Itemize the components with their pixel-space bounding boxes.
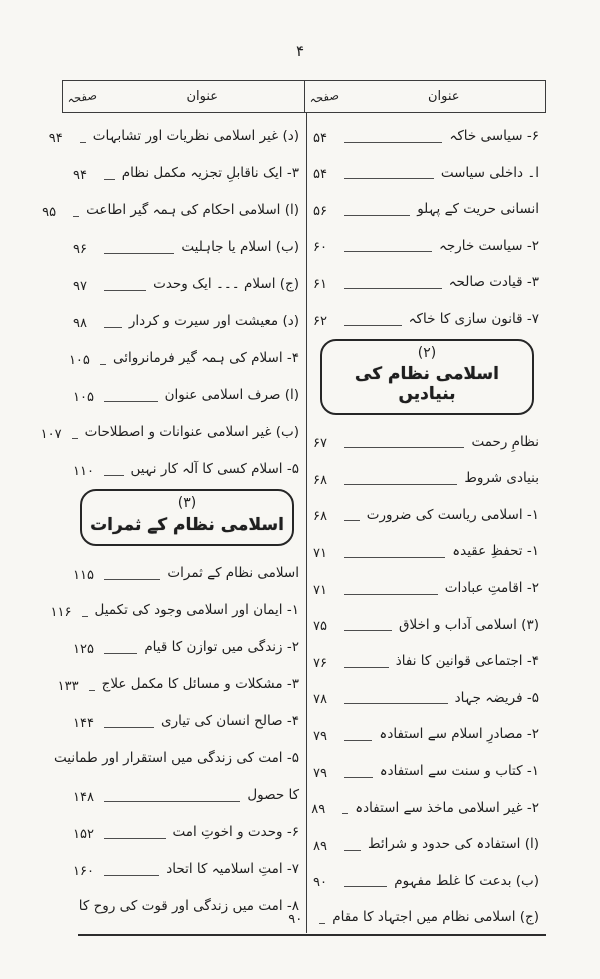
toc-entry-page: ۷۱ [313, 545, 327, 561]
toc-entry-page: ۱۱۵ [73, 568, 94, 583]
toc-entry [310, 457, 542, 494]
leader-line [344, 777, 373, 778]
toc-entry-title: ۴- اجتماعی قوانین کا نفاذ [395, 653, 539, 670]
toc-entry-page: ۹۵ [42, 205, 57, 220]
toc-entry [310, 225, 542, 262]
toc-entry-page: ۱۳۳ [57, 679, 79, 694]
toc-entry-title: ۱- اسلامی ریاست کی ضرورت [366, 506, 539, 523]
header-left-half [63, 81, 304, 112]
leader-line [344, 557, 445, 558]
toc-entry-title: (ب) بدعت کا غلط مفہوم [394, 872, 539, 889]
bottom-rule [78, 934, 546, 936]
toc-entry-title: (ج) اسلام ۔۔۔ ایک وحدت [153, 276, 299, 293]
toc-entry-page: ۱۶۰ [73, 864, 94, 879]
header-right-half [304, 81, 546, 112]
toc-entry-page: ۱۰۵ [68, 353, 90, 368]
toc-entry [70, 152, 302, 189]
toc-entry [57, 663, 302, 700]
toc-header [62, 80, 546, 113]
leader-line [344, 520, 360, 521]
toc-entry [310, 567, 542, 604]
leader-line [80, 142, 86, 143]
leader-line [344, 594, 438, 595]
toc-entry [70, 337, 302, 374]
leader-line [344, 447, 464, 448]
leader-line [104, 653, 137, 654]
leader-line [344, 703, 448, 704]
leader-line [104, 401, 158, 402]
toc-entry-page: ۱۰۵ [73, 390, 94, 405]
toc-entry [310, 787, 542, 824]
page-number: ۴ [295, 42, 305, 60]
toc-entry [54, 737, 302, 774]
toc-entry-page: ۹۷ [73, 279, 87, 294]
toc-entry-page: ۹۴ [73, 168, 87, 183]
section-number: (۳) [177, 495, 197, 511]
toc-entry [70, 848, 302, 885]
toc-entry-title: ۱- کتاب و سنت سے استفادہ [379, 762, 539, 779]
leader-line [344, 178, 434, 179]
toc-entry-title: ۱- تحفظِ عقیدہ [452, 543, 539, 560]
leader-line [104, 727, 154, 728]
toc-entry [310, 530, 542, 567]
toc-entry-title: ۱- ایمان اور اسلامی وجود کی تکمیل [94, 602, 299, 619]
toc-column-left [40, 113, 306, 933]
leader-line [104, 579, 160, 580]
leader-line [344, 886, 387, 887]
toc-entry-title: ۷- قانون سازی کا خاکہ [408, 311, 539, 328]
leader-line [344, 325, 402, 326]
toc-entry [70, 448, 302, 485]
toc-entry-page: ۷۹ [313, 728, 327, 744]
header-page-label: صفحہ [307, 87, 340, 106]
leader-line [72, 438, 78, 439]
toc-entry-title: (ا) صرف اسلامی عنوان [164, 387, 299, 404]
toc-entry-page: ۶۰ [313, 240, 327, 256]
toc-entry [310, 261, 542, 298]
toc-entry-title: (د) معیشت اور سیرت و کردار [128, 313, 299, 330]
toc-entry-page: ۷۹ [313, 765, 327, 781]
leader-line [344, 142, 442, 143]
toc-entry-title: بنیادی شروط [464, 470, 539, 487]
toc-entry-title: ا۔ داخلی سیاست [440, 164, 539, 181]
toc-entry-title: ۲- اقامتِ عبادات [444, 580, 539, 597]
toc-entry-page: ۶۱ [313, 276, 327, 292]
toc-entry-page: ۸۹ [313, 838, 327, 854]
toc-entry-title: ۵- امت کی زندگی میں استقرار اور طمانیت [54, 750, 299, 767]
toc-entry-title: ۷- امتِ اسلامیہ کا اتحاد [166, 861, 299, 878]
leader-line [344, 850, 361, 851]
leader-line [73, 216, 79, 217]
toc-entry-page: ۱۴۸ [73, 790, 94, 805]
toc-entry [310, 152, 542, 189]
toc-entry-page: ۶۷ [313, 436, 327, 452]
toc-entry-title: ۲- زندگی میں توازن کا قیام [144, 639, 299, 656]
leader-line [344, 251, 432, 252]
toc-entry-title: ۴- اسلام کی ہمہ گیر فرمانروائی [112, 350, 299, 367]
toc-entry [70, 774, 302, 811]
section-box [320, 339, 534, 415]
section-box [80, 489, 294, 546]
toc-entry [50, 589, 302, 626]
toc-entry-title: ۶- وحدت و اخوتِ امت [172, 824, 299, 841]
toc-entry-title: (ا) استفادہ کی حدود و شرائط [368, 836, 539, 853]
leader-line [344, 215, 410, 216]
toc-entry-title: ۶- سیاسی خاکہ [449, 128, 539, 145]
toc-entry-page: ۵۴ [313, 130, 327, 146]
toc-entry-title: ۵- اسلام کسی کا آلہ کار نہیں [130, 461, 299, 478]
leader-line [342, 813, 348, 814]
leader-line [104, 838, 166, 839]
toc-entry-title: اسلامی نظام کے ثمرات [167, 565, 299, 582]
toc-entry-title: (ب) اسلام یا جاہلیت [181, 239, 299, 256]
toc-entry-title: (ب) غیر اسلامی عنوانات و اصطلاحات [84, 424, 299, 441]
toc-entry [40, 411, 302, 448]
toc-column-right [288, 113, 546, 933]
toc-entry-page: ۶۸ [313, 472, 327, 488]
toc-entry [310, 713, 542, 750]
toc-entry-page: ۷۱ [313, 582, 327, 598]
toc-entry-title: ۲- غیر اسلامی ماخذ سے استفادہ [355, 799, 539, 816]
leader-line [319, 923, 325, 924]
toc-entry-title: ۲- مصادرِ اسلام سے استفادہ [379, 726, 539, 743]
toc-entry [310, 421, 542, 458]
leader-line [104, 875, 159, 876]
toc-entry [48, 115, 302, 152]
toc-entry-page: ۷۶ [313, 655, 327, 671]
toc-entry-page: ۱۱۶ [50, 605, 72, 620]
toc-entry-page: ۱۲۵ [73, 642, 94, 657]
toc-entry-page: ۷۵ [313, 619, 327, 635]
toc-entry-title: ۸- امت میں زندگی اور قوت کی روح کا [78, 898, 299, 915]
leader-line [89, 690, 95, 691]
toc-entry [42, 189, 302, 226]
toc-entry-page: ۹۴ [48, 131, 63, 146]
toc-entry [70, 263, 302, 300]
toc-entry-page: ۵۴ [313, 167, 327, 183]
toc-entry-title: ۳- قیادت صالحہ [448, 274, 539, 291]
toc-entry-page: ۹۰ [313, 875, 327, 891]
leader-line [344, 630, 392, 631]
toc-entry [70, 885, 302, 922]
toc-entry-page: ۱۴۴ [73, 716, 94, 731]
toc-body [40, 113, 546, 933]
leader-line [344, 288, 442, 289]
toc-entry [70, 300, 302, 337]
toc-entry-page: ۷۸ [313, 692, 327, 708]
toc-entry [70, 226, 302, 263]
leader-line [344, 667, 389, 668]
leader-line [104, 253, 174, 254]
toc-entry-title: ۲- سیاست خارجہ [438, 237, 539, 254]
leader-line [344, 740, 372, 741]
toc-entry-page: ۶۸ [313, 509, 327, 525]
toc-entry-page: ۱۱۰ [73, 464, 94, 479]
toc-entry-title: (۳) اسلامی آداب و اخلاق [399, 616, 539, 633]
section-number: (۲) [417, 344, 437, 361]
leader-line [82, 616, 88, 617]
toc-entry-page: ۱۰۷ [40, 427, 62, 442]
toc-entry-title: انسانی حریت کے پہلو [417, 201, 539, 218]
toc-entry-page: ۹۸ [73, 316, 87, 331]
toc-entry [310, 298, 542, 335]
leader-line [104, 801, 240, 802]
toc-entry [310, 494, 542, 531]
toc-entry [70, 700, 302, 737]
toc-entry [310, 604, 542, 641]
leader-line [104, 179, 115, 180]
leader-line [104, 475, 124, 476]
header-title-label: عنوان [186, 89, 219, 104]
toc-entry-title: ۴- صالح انسان کی تیاری [161, 713, 299, 730]
toc-entry [70, 811, 302, 848]
toc-entry-page: ۸۹ [311, 802, 326, 818]
section-title: اسلامی نظام کی بنیادیں [355, 363, 499, 404]
toc-entry [310, 823, 542, 860]
table-of-contents [40, 80, 546, 933]
leader-line [104, 327, 122, 328]
toc-entry-title: (ج) اسلامی نظام میں اجتہاد کا مقام [332, 909, 539, 926]
toc-entry [310, 115, 542, 152]
section-title: اسلامی نظام کے ثمرات [90, 515, 284, 535]
toc-entry [70, 374, 302, 411]
toc-entry [310, 750, 542, 787]
header-title-label: عنوان [427, 89, 460, 104]
toc-entry [310, 860, 542, 897]
header-page-label: صفحہ [66, 87, 98, 106]
toc-entry-title: (د) غیر اسلامی نظریات اور تشابہات [92, 128, 299, 145]
toc-entry [70, 552, 302, 589]
toc-entry-page: ۱۵۲ [73, 827, 94, 842]
toc-entry [288, 896, 542, 933]
toc-entry-title: (ا) اسلامی احکام کی ہمہ گیر اطاعت [86, 202, 299, 219]
toc-entry [70, 626, 302, 663]
leader-line [344, 484, 457, 485]
toc-entry-page: ۵۶ [313, 203, 327, 219]
toc-entry [310, 188, 542, 225]
toc-entry-page: ۹۶ [73, 242, 87, 257]
toc-entry-title: کا حصول [247, 787, 299, 804]
toc-entry-page: ۶۲ [313, 313, 327, 329]
leader-line [100, 364, 106, 365]
toc-entry-title: ۳- مشکلات و مسائل کا مکمل علاج [101, 676, 299, 693]
leader-line [104, 290, 146, 291]
toc-entry-title: نظامِ رحمت [471, 433, 539, 450]
toc-entry-title: ۳- ایک ناقابلِ تجزیہ مکمل نظام [121, 165, 299, 182]
toc-entry-page: ۹۰ [288, 911, 303, 927]
toc-entry [310, 677, 542, 714]
toc-entry-title: ۵- فریضہ جہاد [454, 689, 539, 706]
toc-entry [310, 640, 542, 677]
